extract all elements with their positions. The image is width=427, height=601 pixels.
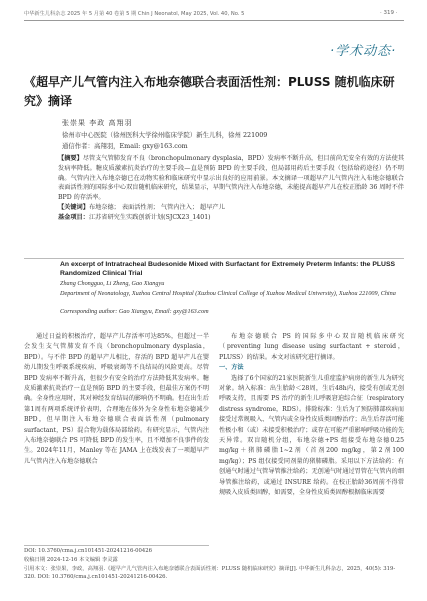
section-label: ·学术动态· xyxy=(330,44,397,59)
keywords-text: 布地奈德； 表面活性剂； 气管内注入； 超早产儿 xyxy=(88,203,225,211)
body-paragraph: 布地奈德联合 PS 的国际多中心双盲随机临床研究（preventing lung disease using surfactant + steroid，PLUSS）的结果。本文对该研究进行摘译。 xyxy=(219,333,404,361)
article-title-en: An excerpt of Intratracheal Budesonide Mixed with Surfactant for Extremely Preterm Infants: the PLUSS Randomized Clinical Trial xyxy=(60,261,396,278)
affiliation-cn: 徐州市中心医院（徐州医科大学徐州临床学院）新生儿科，徐州 221009 xyxy=(62,131,268,139)
abstract-block xyxy=(58,154,404,223)
authors-en: Zhang Chongguo, Li Zheng, Gao Xiangyu xyxy=(60,280,165,287)
body-column-right xyxy=(219,332,404,499)
abstract-body: 尽管支气管肺发育不良（bronchopulmonary dysplasia，BPD）发病率不断升高，但目前尚无安全有效的方法使其发病率降低。糖皮质激素抗炎治疗的主要手段—直是预防 BPD 的主要手段，但局部用药后主要手段（包括给药途径）仍不明确。气管内注入布地奈德已在动物实验和临床研究中显示出良好的应用前景。本文摘译一项超早产儿气管内注入布地奈德联合表面活性剂的国际多中心双盲随机临床研究，结果显示，早期气管内注入布地奈德，未能提高超早产儿在校正胎龄 36 周时不伴 BPD 的存活率。 xyxy=(58,155,405,202)
body-paragraph: 通过日益的积极治疗，超早产儿存活率可达85%，但超过一半会发生支气管肺发育不良（bronchopulmonary dysplasia，BPD）。与不伴 BPD 的超早产儿相比，存活的 BPD 超早产儿在婴幼儿期发生呼吸系统疾病、呼吸衰竭等不良结局的风险更高。尽管 BPD 发病率不断升高，但很少有安全的治疗方法降低其发病率。糖皮质激素抗炎治疗一直是预防 BPD 的主要手段，但最佳方案仍不明确。全身性应用时，其对神经发育结局的影响仍不明确。但在出生后第1周有两项系统评价表明，合理地在体外为全身性布地奈德减少 BPD，但早期注入布地奈德联合表面活性剂（pulmonary surfactant，PS）混合物为载体局部给药。有研究显示，气管内注入布地奈德联合 PS 可降低 BPD 的发生率，且不增加不良事件的发生。2024年11月，Manley 等在 JAMA 上在线发表了一项超早产儿气管内注入布地奈德联合 xyxy=(24,333,209,465)
received-date-line: 收稿日期 2024-12-16 本文编辑 李灵露 xyxy=(24,557,118,563)
body-column-left xyxy=(24,332,209,467)
keywords xyxy=(58,203,404,213)
authors-cn: 张崇果 李政 高翔羽 xyxy=(62,119,133,127)
fund-label: 基金项目： xyxy=(58,213,89,221)
footnote-divider xyxy=(24,545,209,546)
fund-text: 江苏省研究生实践创新计划(SJCX23_1401) xyxy=(88,213,211,221)
abstract-label: 【摘要】 xyxy=(58,155,83,162)
fund-info xyxy=(58,213,404,223)
corresponding-author-en: Corresponding author: Gao Xiangyu, Email: gxy@163.com xyxy=(60,308,209,315)
methods-heading: 一、方法 xyxy=(219,364,244,372)
body-paragraph: 选择了6个国家的21家医院新生儿重症监护病房的新生儿为研究对象。纳入标准：出生胎龄＜28周，生后48h内，接受有创或无创呼吸支持，且需要 PS 治疗的新生儿呼吸窘迫综合征（respiratory distress syndrome，RDS）。排除标准：生后为了预防肺部疾病而接受过常规吸入、气管内或全身性皮质类固醇治疗；出生后存活可能性极小和（或）未接受积极治疗；或存在可能严重影响呼吸功能的先天异常。双盲随机分组，布地奈德+PS 组接受布地奈德0.25 mg/kg＋猪肺磷脂1~2剂（首剂200 mg/kg，第2剂100 mg/kg）；PS 组仅接受同剂量的猪肺磷脂。采用以下方法给药：有创通气时通过气管导管推注给药；无创通气时通过胃管在气管内的细导管推注给药，或通过 INSURE 给药。在校正胎龄36周前不得常规吸入皮质类固醇，如需要，全身性皮质类固醇根据临床需要 xyxy=(219,374,404,497)
citation-line: 引用本文：张崇果，李政，高翔羽.《超早产儿气管内注入布地奈德联合表面活性剂：PLUSS 随机临床研究》摘译[J]. 中华新生儿科杂志，2025，40(5): 319-320. DOI: 10.3760/cma.j.cn101451-20241216-00426. xyxy=(24,566,396,580)
abstract-text xyxy=(58,154,404,203)
doi-line: DOI: 10.3760/cma.j.cn101451-20241216-00426 xyxy=(24,548,152,554)
keywords-label: 【关键词】 xyxy=(58,203,89,211)
affiliation-en: Department of Neonatology, Xuzhou Central Hospital (Xuzhou Clinical College of Xuzhou Medical University), Xuzhou 221009, China xyxy=(60,290,396,297)
article-title-cn: 《超早产儿气管内注入布地奈德联合表面活性剂：PLUSS 随机临床研究》摘译 xyxy=(24,75,395,108)
abstract-divider xyxy=(24,258,404,259)
corresponding-author-cn: 通信作者：高翔羽，Email: gxy@163.com xyxy=(62,142,188,150)
header-divider xyxy=(24,20,404,21)
running-header: 中华新生儿科杂志 2025 年 5 月第 40 卷第 5 期 Chin J Neonatol, May 2025, Vol. 40, No. 5 xyxy=(24,11,245,17)
page-number: · 319 · xyxy=(380,10,398,16)
